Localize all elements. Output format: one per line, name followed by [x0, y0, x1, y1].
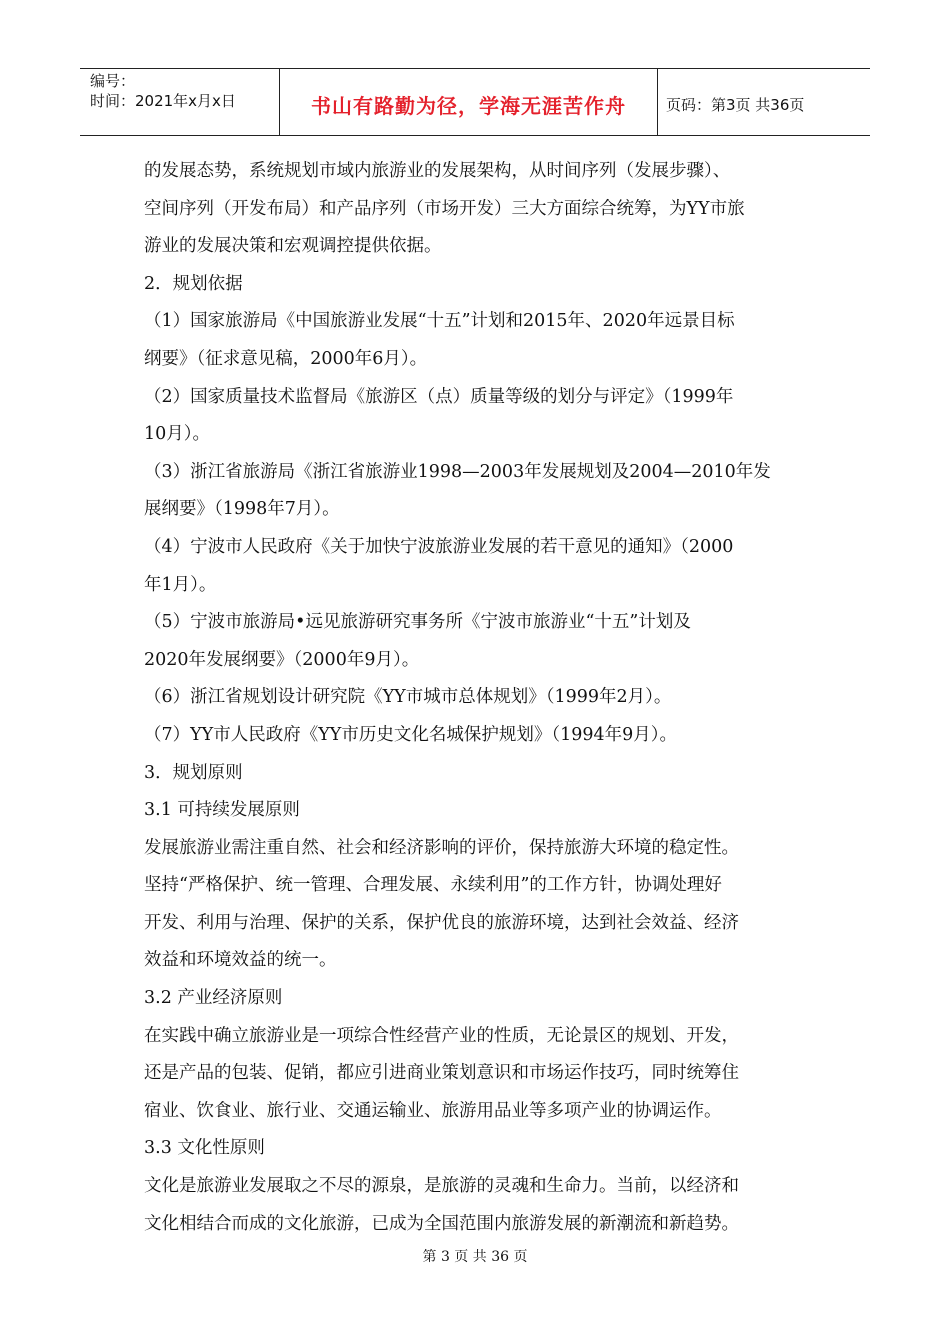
document-number-label: 编号： [90, 72, 136, 90]
body-line: 空间序列（开发布局）和产品序列（市场开发）三大方面综合统筹，为YY市旅 [144, 198, 745, 219]
subsection-heading: 3.2 产业经济原则 [144, 988, 283, 1009]
body-line: 展纲要》（1998年7月）。 [144, 499, 340, 520]
page-footer: 第 3 页 共 36 页 [422, 1249, 528, 1265]
section-heading: 3．规划原则 [144, 762, 243, 783]
body-line: （7）YY市人民政府《YY市历史文化名城保护规划》（1994年9月）。 [144, 724, 678, 745]
body-line: 在实践中确立旅游业是一项综合性经营产业的性质，无论景区的规划、开发， [144, 1025, 739, 1046]
body-line: 10月）。 [144, 424, 211, 445]
header-meta [80, 69, 280, 135]
body-line: 还是产品的包装、促销，都应引进商业策划意识和市场运作技巧，同时统筹住 [144, 1063, 739, 1084]
body-line: 游业的发展决策和宏观调控提供依据。 [144, 236, 442, 257]
body-line: （6）浙江省规划设计研究院《YY市城市总体规划》（1999年2月）。 [144, 687, 672, 708]
body-line: 的发展态势，系统规划市域内旅游业的发展架构，从时间序列（发展步骤）、 [144, 161, 731, 181]
section-heading: 2．规划依据 [144, 273, 243, 294]
document-body [144, 153, 810, 1243]
body-line: （1）国家旅游局《中国旅游业发展“十五”计划和2015年、2020年远景目标 [144, 311, 735, 332]
document-time-label: 时间：2021年x月x日 [90, 92, 236, 110]
body-line: 发展旅游业需注重自然、社会和经济影响的评价，保持旅游大环境的稳定性。 [144, 837, 739, 858]
body-line: 坚持“严格保护、统一管理、合理发展、永续利用”的工作方针，协调处理好 [144, 875, 722, 896]
body-line: （4）宁波市人民政府《关于加快宁波旅游业发展的若干意见的通知》（2000 [144, 536, 734, 557]
body-line: 2020年发展纲要》（2000年9月）。 [144, 649, 420, 670]
header-motto: 书山有路勤为径，学海无涯苦作舟 [280, 69, 658, 135]
body-line: （5）宁波市旅游局•远见旅游研究事务所《宁波市旅游业“十五”计划及 [144, 612, 691, 633]
body-line: 文化是旅游业发展取之不尽的源泉，是旅游的灵魂和生命力。当前，以经济和 [144, 1176, 739, 1197]
body-line: 开发、利用与治理、保护的关系，保护优良的旅游环境，达到社会效益、经济 [144, 912, 739, 933]
body-line: 效益和环境效益的统一。 [144, 950, 337, 971]
header-page-info: 页码：第3页 共36页 [666, 95, 805, 114]
body-line: 纲要》（征求意见稿，2000年6月）。 [144, 348, 428, 369]
subsection-heading: 3.3 文化性原则 [144, 1138, 265, 1159]
body-line: 宿业、饮食业、旅行业、交通运输业、旅游用品业等多项产业的协调运作。 [144, 1100, 722, 1121]
body-line: （3）浙江省旅游局《浙江省旅游业1998—2003年发展规划及2004—2010年发 [144, 461, 771, 482]
body-line: （2）国家质量技术监督局《旅游区（点）质量等级的划分与评定》（1999年 [144, 386, 734, 407]
page-header [80, 68, 870, 136]
body-line: 文化相结合而成的文化旅游，已成为全国范围内旅游发展的新潮流和新趋势。 [144, 1213, 739, 1234]
subsection-heading: 3.1 可持续发展原则 [144, 800, 300, 821]
body-line: 年1月）。 [144, 574, 217, 595]
